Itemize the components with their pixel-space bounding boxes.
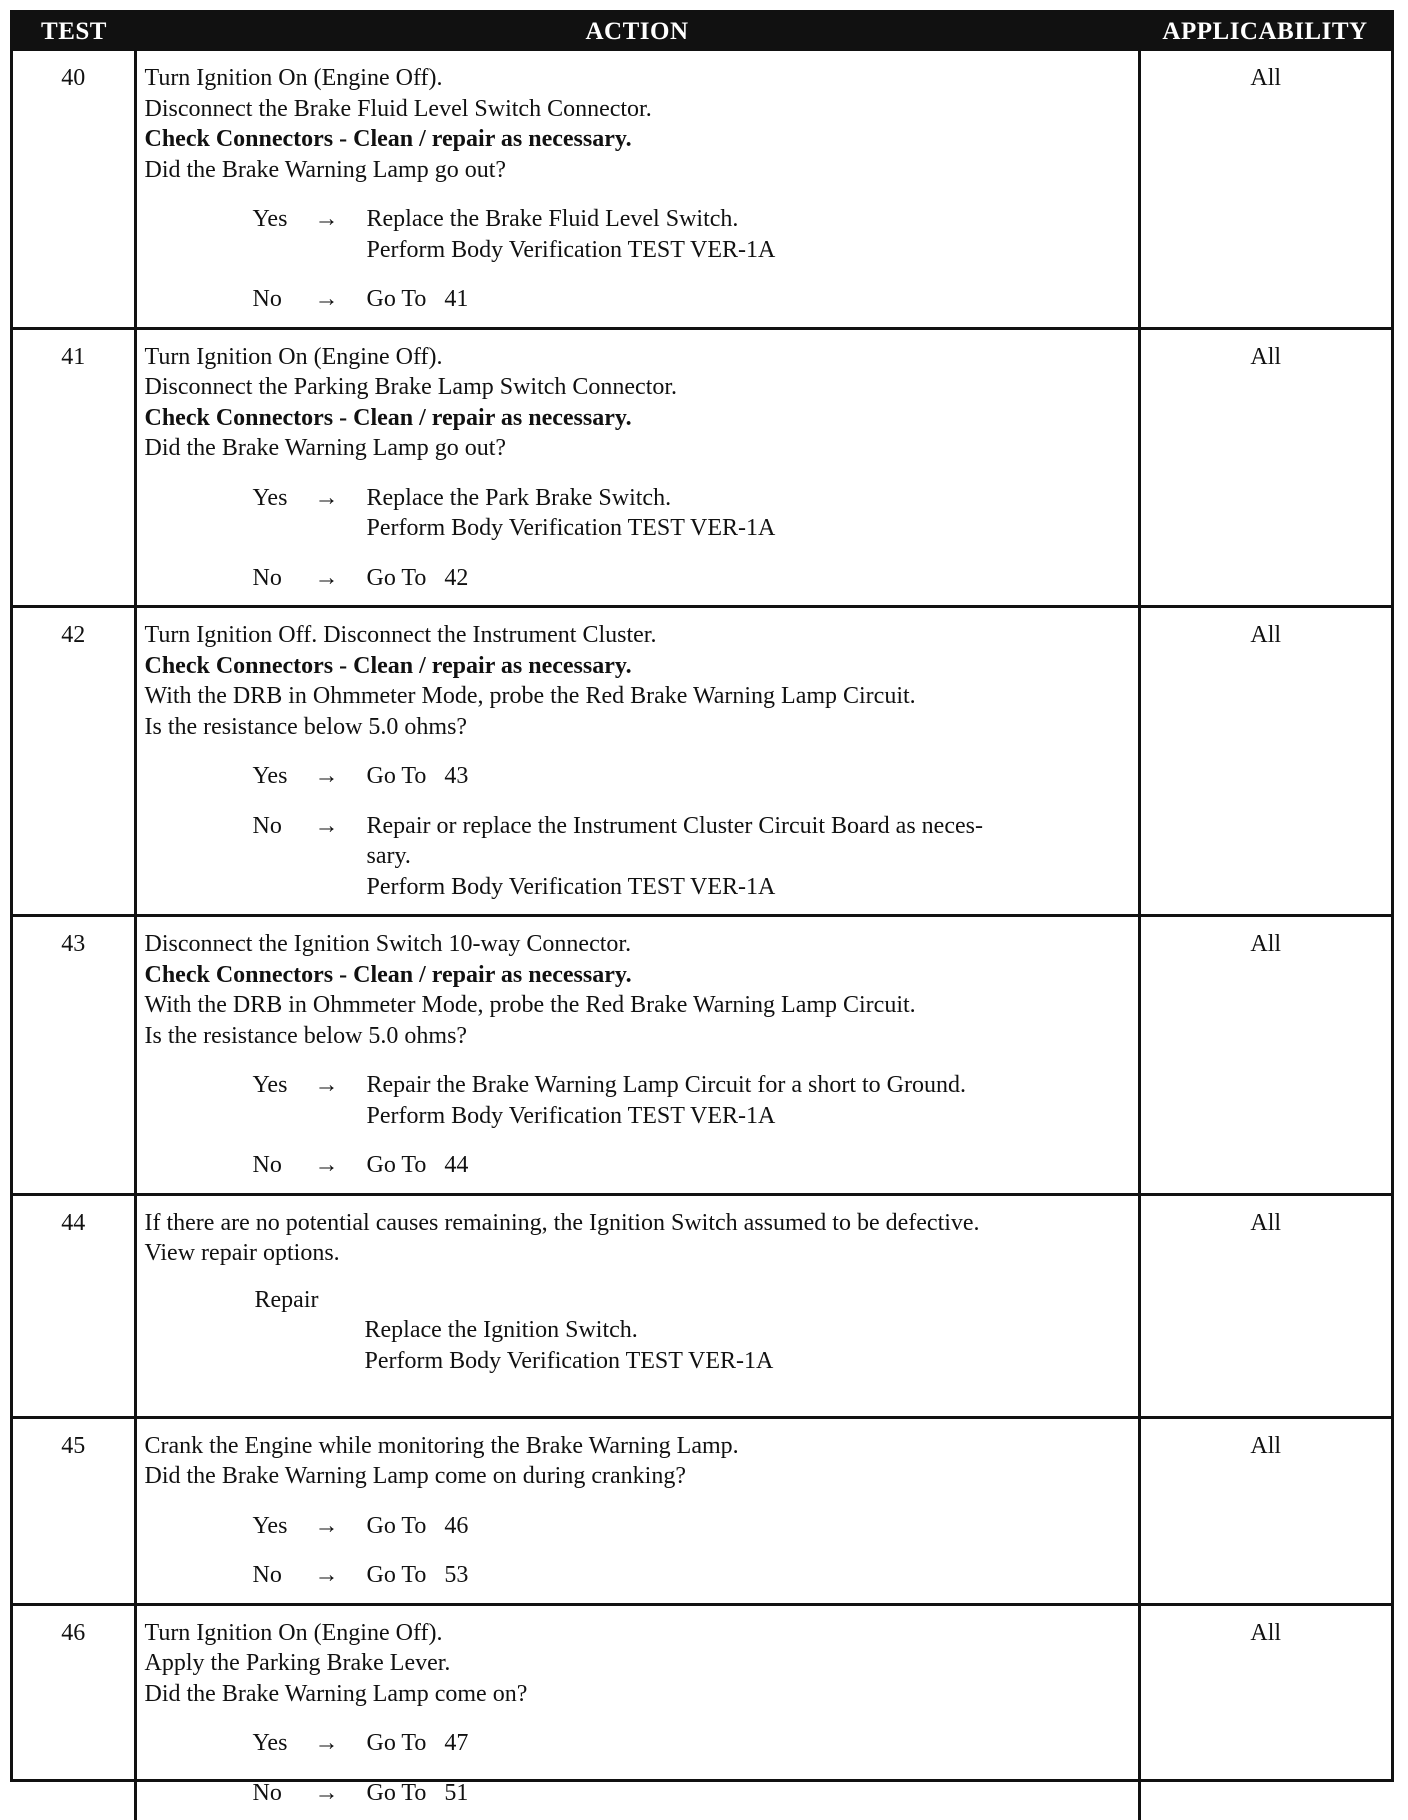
yes-label: Yes bbox=[252, 763, 288, 789]
arrow-right-icon: → bbox=[314, 1562, 339, 1588]
arrow-right-icon: → bbox=[314, 286, 339, 312]
test-number: 44 bbox=[13, 1194, 135, 1417]
arrow-right-icon: → bbox=[314, 1072, 339, 1098]
check-connectors-note: Check Connectors - Clean / repair as necessary. bbox=[144, 961, 632, 988]
no-branch bbox=[145, 1778, 1132, 1809]
arrow-right-icon: → bbox=[314, 1512, 339, 1539]
result-branches bbox=[145, 761, 1132, 902]
arrow-right-icon: → bbox=[314, 763, 339, 789]
arrow-right-icon: → bbox=[314, 484, 339, 511]
arrow-right-icon: → bbox=[314, 206, 339, 232]
check-connectors-note: Check Connectors - Clean / repair as necessary. bbox=[144, 652, 632, 679]
header-action: ACTION bbox=[135, 13, 1139, 51]
no-branch bbox=[145, 1560, 1132, 1591]
question: Is the resistance below 5.0 ohms? bbox=[144, 1022, 468, 1049]
check-connectors-note: Check Connectors - Clean / repair as necessary. bbox=[144, 126, 632, 152]
yes-action bbox=[367, 483, 1132, 544]
result-branches bbox=[145, 483, 1132, 594]
yes-action-line: Perform Body Verification TEST VER-1A bbox=[366, 236, 776, 263]
header-applicability: APPLICABILITY bbox=[1139, 13, 1391, 51]
no-label: No bbox=[252, 812, 282, 839]
no-action-line: Go To 53 bbox=[366, 1562, 469, 1588]
instruction-line: With the DRB in Ohmmeter Mode, probe the Red Brake Warning Lamp Circuit. bbox=[144, 683, 916, 709]
applicability-cell: All bbox=[1139, 607, 1391, 916]
no-branch bbox=[145, 811, 1132, 903]
applicability-cell: All bbox=[1139, 328, 1391, 607]
instruction-line: Disconnect the Brake Fluid Level Switch Connector. bbox=[144, 95, 652, 122]
yes-action bbox=[367, 1511, 1132, 1542]
no-label: No bbox=[252, 1779, 282, 1806]
yes-label: Yes bbox=[252, 206, 288, 232]
question: Did the Brake Warning Lamp come on during cranking? bbox=[144, 1463, 686, 1489]
repair-action-line: Replace the Ignition Switch. bbox=[364, 1317, 638, 1343]
result-branches bbox=[145, 204, 1132, 315]
instruction-line: With the DRB in Ohmmeter Mode, probe the Red Brake Warning Lamp Circuit. bbox=[144, 992, 916, 1018]
arrow-right-icon: → bbox=[314, 564, 339, 591]
no-branch bbox=[145, 563, 1132, 594]
test-number: 43 bbox=[13, 916, 135, 1195]
instruction-line: Crank the Engine while monitoring the Brake Warning Lamp. bbox=[144, 1432, 739, 1459]
action-cell bbox=[135, 1604, 1139, 1820]
header-row bbox=[13, 13, 1391, 51]
no-action-line: Go To 44 bbox=[366, 1152, 469, 1178]
repair-action-line: Perform Body Verification TEST VER-1A bbox=[364, 1347, 774, 1374]
arrow-right-icon: → bbox=[314, 812, 339, 839]
question: Did the Brake Warning Lamp come on? bbox=[144, 1680, 528, 1707]
no-action-line: Go To 42 bbox=[366, 564, 469, 591]
instruction-paragraph: If there are no potential causes remaining, the Ignition Switch assumed to be defective. bbox=[144, 1209, 980, 1236]
yes-action-line: Replace the Brake Fluid Level Switch. bbox=[366, 206, 739, 232]
no-branch bbox=[145, 1150, 1132, 1181]
test-number: 41 bbox=[13, 328, 135, 607]
table-row bbox=[13, 607, 1391, 916]
result-branches bbox=[145, 1511, 1132, 1591]
test-number: 46 bbox=[13, 1604, 135, 1820]
table-row bbox=[13, 1417, 1391, 1604]
instruction-line: Disconnect the Ignition Switch 10-way Connector. bbox=[144, 931, 632, 957]
yes-action-line: Perform Body Verification TEST VER-1A bbox=[366, 515, 776, 541]
yes-label: Yes bbox=[252, 484, 288, 511]
no-label: No bbox=[252, 1152, 282, 1178]
no-action-line: Repair or replace the Instrument Cluster Circuit Board as neces- bbox=[366, 812, 983, 839]
yes-action-line: Go To 43 bbox=[366, 763, 469, 789]
yes-label: Yes bbox=[252, 1512, 288, 1539]
yes-branch bbox=[145, 1070, 1132, 1131]
header-test: TEST bbox=[13, 13, 135, 51]
diagnostic-table-sheet bbox=[10, 10, 1394, 1806]
table-row bbox=[13, 51, 1391, 328]
no-action-line: sary. bbox=[366, 843, 411, 869]
no-action bbox=[367, 284, 1132, 315]
yes-action-line: Replace the Park Brake Switch. bbox=[366, 484, 672, 511]
test-number: 45 bbox=[13, 1417, 135, 1604]
no-action-line: Go To 41 bbox=[366, 286, 469, 312]
yes-action-line: Go To 46 bbox=[366, 1512, 469, 1539]
question: Did the Brake Warning Lamp go out? bbox=[144, 435, 507, 461]
instruction-line: View repair options. bbox=[144, 1240, 340, 1266]
action-cell bbox=[135, 1417, 1139, 1604]
yes-action-line: Go To 47 bbox=[366, 1730, 469, 1756]
yes-action bbox=[367, 204, 1132, 265]
check-connectors-note: Check Connectors - Clean / repair as necessary. bbox=[144, 404, 632, 431]
yes-label: Yes bbox=[252, 1072, 288, 1098]
table-row bbox=[13, 1604, 1391, 1820]
yes-action bbox=[367, 1728, 1132, 1759]
yes-branch bbox=[145, 204, 1132, 265]
action-cell bbox=[135, 51, 1139, 328]
instruction-line: Turn Ignition On (Engine Off). bbox=[144, 1619, 443, 1646]
instruction-line: Disconnect the Parking Brake Lamp Switch Connector. bbox=[144, 374, 678, 400]
action-cell bbox=[135, 916, 1139, 1195]
yes-branch bbox=[145, 1728, 1132, 1759]
no-action bbox=[367, 1778, 1132, 1809]
applicability-cell: All bbox=[1139, 916, 1391, 1195]
no-action bbox=[367, 811, 1132, 903]
no-label: No bbox=[252, 1562, 282, 1588]
yes-branch bbox=[145, 761, 1132, 792]
applicability-cell: All bbox=[1139, 1417, 1391, 1604]
yes-action bbox=[367, 761, 1132, 792]
instruction-line: Turn Ignition Off. Disconnect the Instrument Cluster. bbox=[144, 622, 657, 648]
no-label: No bbox=[252, 564, 282, 591]
instruction-line: Apply the Parking Brake Lever. bbox=[144, 1650, 451, 1676]
arrow-right-icon: → bbox=[314, 1730, 339, 1756]
question: Is the resistance below 5.0 ohms? bbox=[144, 713, 468, 740]
table-row bbox=[13, 916, 1391, 1195]
test-number: 40 bbox=[13, 51, 135, 328]
arrow-right-icon: → bbox=[314, 1152, 339, 1178]
applicability-cell: All bbox=[1139, 1194, 1391, 1417]
instruction-line: Turn Ignition On (Engine Off). bbox=[144, 343, 443, 370]
yes-action bbox=[367, 1070, 1132, 1131]
yes-branch bbox=[145, 483, 1132, 544]
action-cell bbox=[135, 1194, 1139, 1417]
no-action-line: Perform Body Verification TEST VER-1A bbox=[366, 873, 776, 900]
action-cell bbox=[135, 328, 1139, 607]
table-row bbox=[13, 1194, 1391, 1417]
instruction-line: Turn Ignition On (Engine Off). bbox=[144, 65, 443, 91]
yes-branch bbox=[145, 1511, 1132, 1542]
table-row bbox=[13, 328, 1391, 607]
applicability-cell: All bbox=[1139, 51, 1391, 328]
no-label: No bbox=[252, 286, 282, 312]
no-action bbox=[367, 563, 1132, 594]
no-action bbox=[367, 1150, 1132, 1181]
no-branch bbox=[145, 284, 1132, 315]
result-branches bbox=[145, 1728, 1132, 1808]
yes-label: Yes bbox=[252, 1730, 288, 1756]
yes-action-line: Repair the Brake Warning Lamp Circuit for a short to Ground. bbox=[366, 1072, 966, 1098]
yes-action-line: Perform Body Verification TEST VER-1A bbox=[366, 1102, 776, 1129]
result-branches bbox=[145, 1070, 1132, 1181]
arrow-right-icon: → bbox=[314, 1779, 339, 1806]
diagnostic-table bbox=[13, 13, 1391, 1820]
no-action-line: Go To 51 bbox=[366, 1779, 469, 1806]
repair-label: Repair bbox=[254, 1286, 319, 1313]
question: Did the Brake Warning Lamp go out? bbox=[144, 156, 507, 183]
test-number: 42 bbox=[13, 607, 135, 916]
no-action bbox=[367, 1560, 1132, 1591]
action-cell bbox=[135, 607, 1139, 916]
applicability-cell: All bbox=[1139, 1604, 1391, 1820]
